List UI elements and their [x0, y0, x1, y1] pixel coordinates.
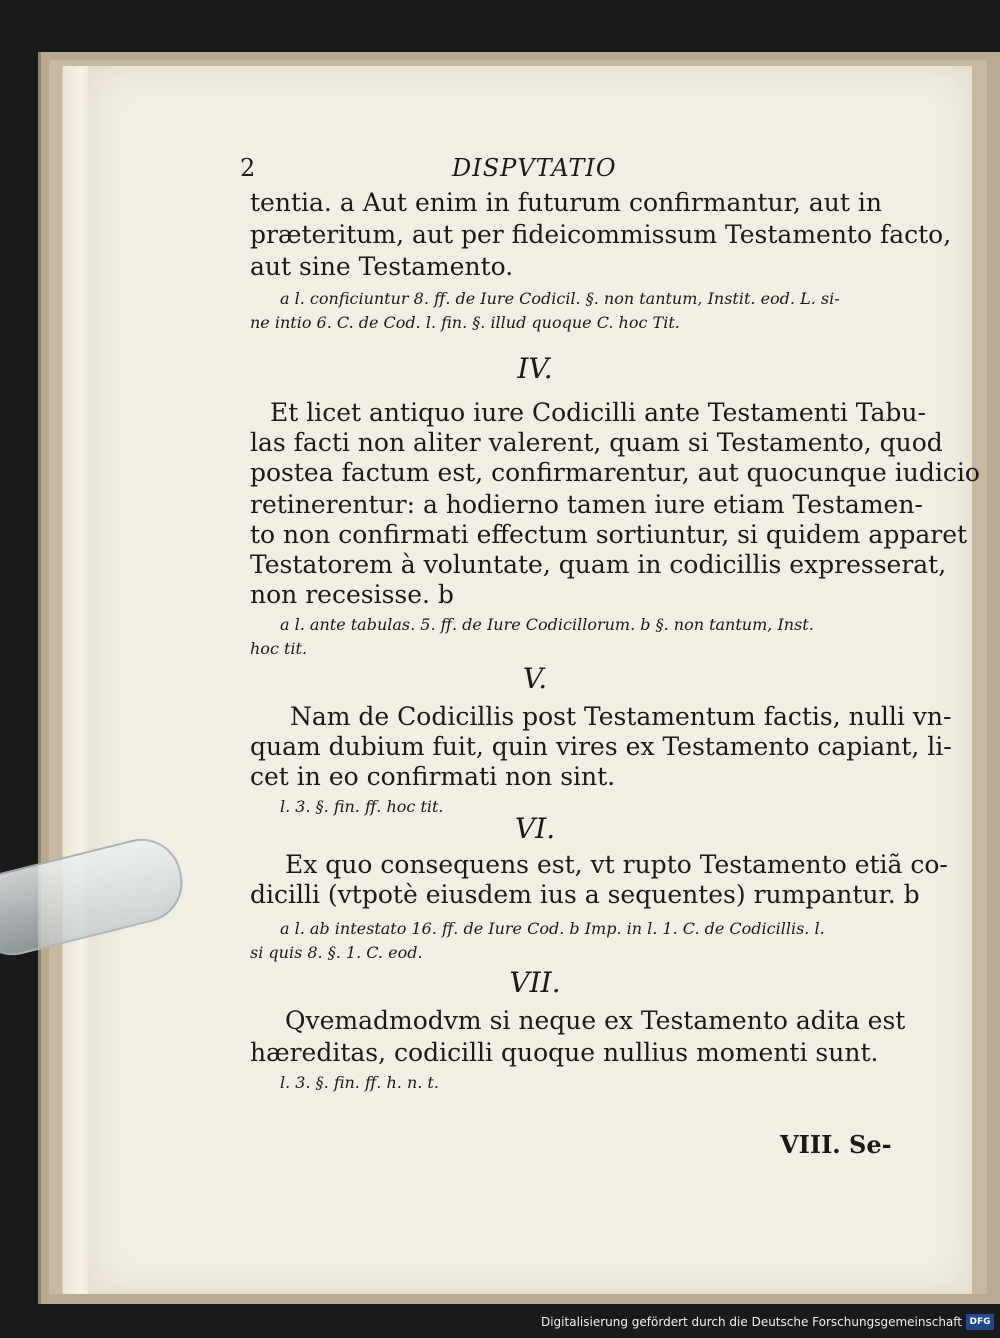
footer-credit: Digitalisierung gefördert durch die Deutsche Forschungsgemeinschaft — [540, 1315, 962, 1329]
footnote-line: ne intio 6. C. de Cod. l. fin. §. illud quoque C. hoc Tit. — [250, 313, 680, 332]
text-line: las facti non aliter valerent, quam si Testamento, quod — [250, 428, 943, 457]
text-line: hæreditas, codicilli quoque nullius momenti sunt. — [250, 1038, 879, 1067]
text-line: to non confirmati effectum sortiuntur, si quidem apparet — [250, 520, 968, 549]
text-line: cet in eo confirmati non sint. — [250, 762, 616, 791]
text-line: præteritum, aut per fideicommissum Testamento facto, — [250, 220, 952, 249]
page-number: 2 — [240, 154, 256, 182]
text-line: aut sine Testamento. — [250, 252, 514, 281]
text-line: postea factum est, confirmarentur, aut quocunque iudicio — [250, 458, 980, 487]
dfg-logo-icon: DFG — [966, 1314, 994, 1330]
text-line: tentia. a Aut enim in futurum confirmantur, aut in — [250, 188, 882, 217]
text-line: Testatorem à voluntate, quam in codicillis expresserat, — [250, 550, 947, 579]
section-heading: V. — [522, 662, 548, 695]
text-line: non recesisse. b — [250, 580, 454, 609]
text-line: Nam de Codicillis post Testamentum factis, nulli vn- — [290, 702, 952, 731]
running-head — [240, 150, 890, 190]
text-line: quam dubium fuit, quin vires ex Testamento capiant, li- — [250, 732, 952, 761]
text-line: retinerentur: a hodierno tamen iure etiam Testamen- — [250, 490, 923, 519]
text-line: dicilli (vtpotè eiusdem ius a sequentes) rumpantur. b — [250, 880, 920, 909]
catchword: VIII. Se- — [780, 1130, 892, 1159]
footnote-line: l. 3. §. fin. ff. h. n. t. — [280, 1073, 439, 1092]
footnote-line: a l. conficiuntur 8. ff. de Iure Codicil. §. non tantum, Instit. eod. L. si- — [280, 289, 840, 308]
footnote-line: si quis 8. §. 1. C. eod. — [250, 943, 423, 962]
running-title: DISPVTATIO — [452, 154, 617, 182]
footnote-line: hoc tit. — [250, 639, 308, 658]
section-heading: VII. — [509, 966, 561, 999]
text-line: Ex quo consequens est, vt rupto Testamento etiã co- — [285, 850, 948, 879]
footnote-line: l. 3. §. fin. ff. hoc tit. — [280, 797, 444, 816]
footnote-line: a l. ante tabulas. 5. ff. de Iure Codicillorum. b §. non tantum, Inst. — [280, 615, 814, 634]
footer-bar — [0, 1304, 1000, 1338]
section-heading: VI. — [514, 812, 556, 845]
text-line: Qvemadmodvm si neque ex Testamento adita est — [285, 1006, 906, 1035]
footnote-line: a l. ab intestato 16. ff. de Iure Cod. b Imp. in l. 1. C. de Codicillis. l. — [280, 919, 825, 938]
text-line: Et licet antiquo iure Codicilli ante Testamenti Tabu- — [270, 398, 926, 427]
section-heading: IV. — [517, 352, 553, 385]
